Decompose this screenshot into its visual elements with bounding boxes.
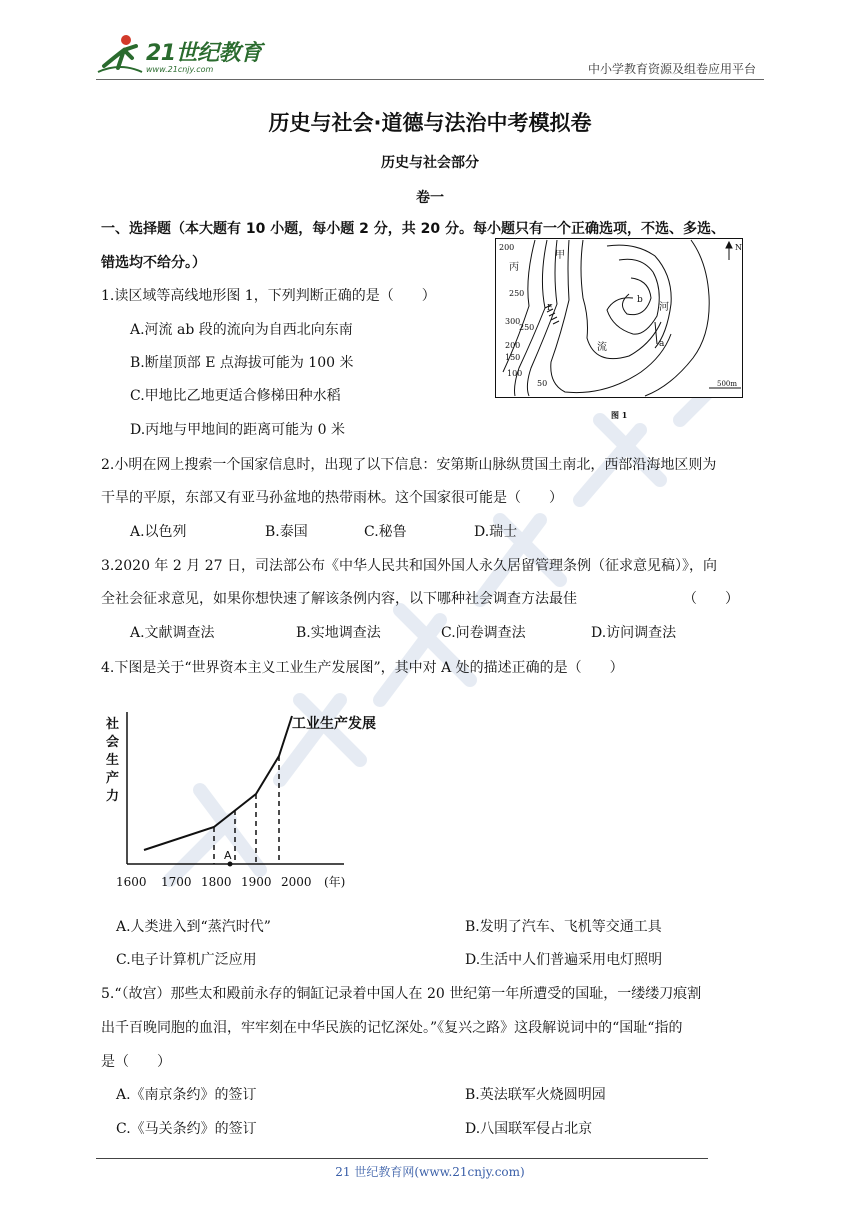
map-label-e: E xyxy=(547,303,553,312)
site-logo[interactable] xyxy=(96,30,266,78)
chart-y-label-char: 产 xyxy=(106,771,120,786)
map-contour-label: 50 xyxy=(537,379,548,388)
section-heading-line1: 一、选择题（本大题有 10 小题，每小题 2 分，共 20 分。每小题只有一个正确选项，不选、多选、 xyxy=(101,221,725,237)
map-contour-label: 300 xyxy=(505,317,521,326)
chart-point-label: A xyxy=(224,849,232,862)
footer-divider xyxy=(96,1158,708,1159)
q5-option-a[interactable]: A.《南京条约》的签订 xyxy=(116,1087,257,1103)
q5-option-d[interactable]: D.八国联军侵占北京 xyxy=(465,1121,593,1137)
q1-option-b[interactable]: B.断崖顶部 E 点海拔可能为 100 米 xyxy=(130,355,354,371)
runner-logo-icon xyxy=(96,32,144,76)
q5-line1: 5.“（故宫）那些太和殿前永存的铜缸记录着中国人在 20 世纪第一年所遭受的国耻，一缕缕刀痕割 xyxy=(101,986,702,1002)
industrial-production-chart xyxy=(104,704,394,894)
q3-option-a[interactable]: A.文献调查法 xyxy=(130,625,215,641)
chart-x-tick: 2000 xyxy=(281,875,312,889)
section-heading-line2: 错选均不给分。） xyxy=(101,255,206,271)
map-caption: 图 1 xyxy=(611,410,628,420)
chart-y-label-char: 生 xyxy=(106,753,120,768)
map-label-bing: 丙 xyxy=(509,262,519,273)
q3-option-d[interactable]: D.访问调查法 xyxy=(591,625,677,641)
q1-stem: 1.读区域等高线地形图 1，下列判断正确的是（ ） xyxy=(101,288,436,304)
chart-y-label-char: 力 xyxy=(106,789,120,804)
q2-line2: 干旱的平原，东部又有亚马孙盆地的热带雨林。这个国家很可能是（ ） xyxy=(101,490,563,506)
chart-x-tick: 1900 xyxy=(241,875,272,889)
volume-label: 卷一 xyxy=(416,190,444,206)
logo-text: 21世纪教育 xyxy=(146,41,262,66)
q5-line2: 出千百晚同胞的血泪，牢牢刻在中华民族的记忆深处。”《复兴之路》这段解说词中的“国耻“指的 xyxy=(101,1020,683,1036)
q2-option-d[interactable]: D.瑞士 xyxy=(474,524,518,540)
q3-line2: 全社会征求意见，如果你想快速了解该条例内容，以下哪种社会调查方法最佳 xyxy=(101,591,577,607)
q4-option-c[interactable]: C.电子计算机广泛应用 xyxy=(116,952,257,968)
north-arrow-label: N xyxy=(735,243,742,252)
chart-x-tick: 1600 xyxy=(116,875,147,889)
map-label-jia: 甲 xyxy=(555,250,565,261)
q3-answer-paren: （ ） xyxy=(683,591,739,607)
header-divider xyxy=(96,79,764,80)
q4-option-a[interactable]: A.人类进入到“蒸汽时代” xyxy=(116,919,271,935)
contour-map-figure xyxy=(495,238,745,424)
subtitle: 历史与社会部分 xyxy=(381,155,479,171)
chart-y-label-char: 社 xyxy=(106,717,120,732)
chart-x-unit: (年) xyxy=(324,875,346,889)
q2-option-a[interactable]: A.以色列 xyxy=(130,524,187,540)
chart-y-label-char: 会 xyxy=(106,735,120,750)
page-title: 历史与社会·道德与法治中考模拟卷 xyxy=(268,111,592,135)
q5-line3: 是（ ） xyxy=(101,1054,171,1070)
q1-option-d[interactable]: D.丙地与甲地间的距离可能为 0 米 xyxy=(130,422,345,438)
chart-x-tick: 1700 xyxy=(161,875,192,889)
q3-option-c[interactable]: C.问卷调查法 xyxy=(441,625,526,641)
logo-url: www.21cnjy.com xyxy=(146,65,214,74)
map-contour-label: 100 xyxy=(507,369,523,378)
q2-option-c[interactable]: C.秘鲁 xyxy=(364,524,407,540)
footer-link[interactable]: 21 世纪教育网(www.21cnjy.com) xyxy=(335,1165,525,1179)
map-scale-label: 500m xyxy=(717,380,737,388)
q1-option-a[interactable]: A.河流 ab 段的流向为自西北向东南 xyxy=(130,322,353,338)
q3-option-b[interactable]: B.实地调查法 xyxy=(296,625,381,641)
map-contour-label: 250 xyxy=(509,289,525,298)
map-label-liu: 流 xyxy=(597,342,607,353)
q5-option-b[interactable]: B.英法联军火烧圆明园 xyxy=(465,1087,606,1103)
map-contour-label: 200 xyxy=(499,243,515,252)
q3-line1: 3.2020 年 2 月 27 日，司法部公布《中华人民共和国外国人永久居留管理条例（征求意见稿）》，向 xyxy=(101,558,717,574)
q1-option-c[interactable]: C.甲地比乙地更适合修梯田种水稻 xyxy=(130,388,341,404)
map-contour-label: 150 xyxy=(505,353,521,362)
q5-option-c[interactable]: C.《马关条约》的签订 xyxy=(116,1121,257,1137)
q4-stem: 4.下图是关于“世界资本主义工业生产发展图”，其中对 A 处的描述正确的是（ ） xyxy=(101,660,624,676)
map-label-b: b xyxy=(637,295,643,305)
chart-point-a xyxy=(228,862,233,867)
q2-option-b[interactable]: B.泰国 xyxy=(265,524,308,540)
q4-option-b[interactable]: B.发明了汽车、飞机等交通工具 xyxy=(465,919,662,935)
map-contour-label: 250 xyxy=(519,323,535,332)
platform-name: 中小学教育资源及组卷应用平台 xyxy=(587,62,756,76)
chart-x-tick: 1800 xyxy=(201,875,232,889)
map-label-a: a xyxy=(659,339,665,349)
q4-option-d[interactable]: D.生活中人们普遍采用电灯照明 xyxy=(465,952,663,968)
chart-curve-label: 工业生产发展 xyxy=(292,716,376,732)
map-contour-label: 200 xyxy=(505,341,521,350)
q2-line1: 2.小明在网上搜索一个国家信息时，出现了以下信息：安第斯山脉纵贯国土南北，西部沿海地区则为 xyxy=(101,457,717,473)
map-label-he: 河 xyxy=(659,302,669,313)
